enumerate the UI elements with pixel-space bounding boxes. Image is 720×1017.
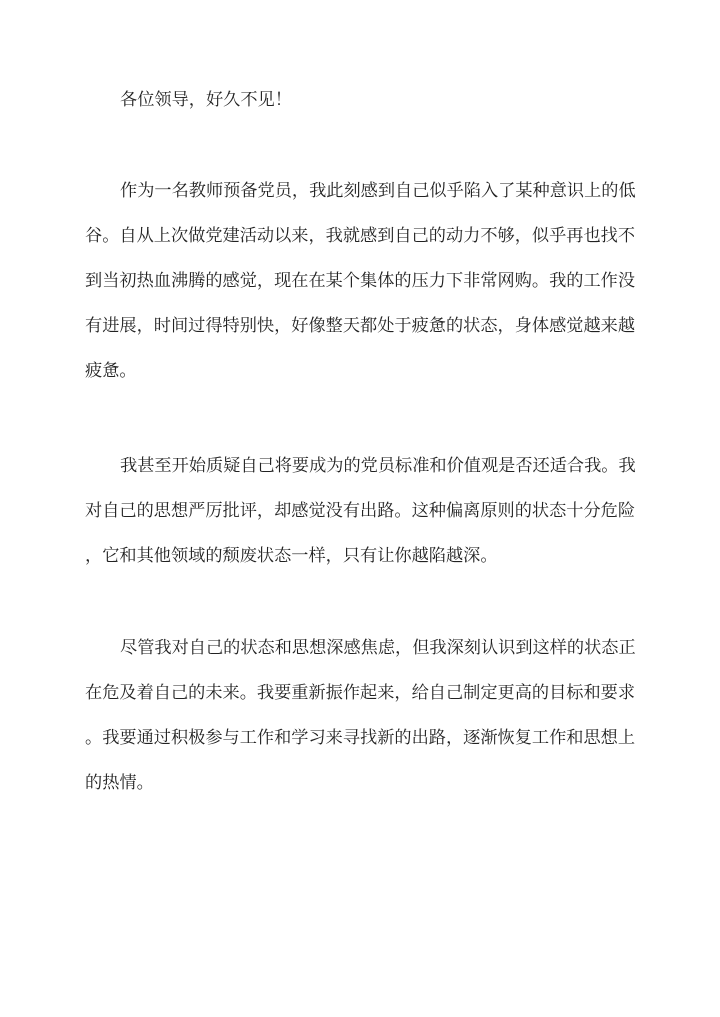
paragraph-3-line-2: 在危及着自己的未来。我要重新振作起来，给自己制定更高的目标和要求: [85, 683, 636, 703]
paragraph-1-line-1: 作为一名教师预备党员，我此刻感到自己似乎陷入了某种意识上的低: [120, 181, 636, 201]
paragraph-1-line-4: 有进展，时间过得特别快，好像整天都处于疲惫的状态，身体感觉越来越: [85, 316, 636, 336]
greeting-line: 各位领导，好久不见！: [120, 90, 292, 110]
paragraph-1-line-5: 疲惫。: [85, 361, 137, 381]
paragraph-2-line-3: ，它和其他领域的颓废状态一样，只有让你越陷越深。: [85, 546, 498, 566]
paragraph-3-line-1: 尽管我对自己的状态和思想深感焦虑，但我深刻认识到这样的状态正: [120, 638, 636, 658]
paragraph-3-line-4: 的热情。: [85, 773, 154, 793]
paragraph-2-line-1: 我甚至开始质疑自己将要成为的党员标准和价值观是否还适合我。我: [120, 456, 636, 476]
paragraph-3-line-3: 。我要通过积极参与工作和学习来寻找新的出路，逐渐恢复工作和思想上: [85, 728, 636, 748]
paragraph-1-line-3: 到当初热血沸腾的感觉，现在在某个集体的压力下非常网购。我的工作没: [85, 271, 636, 291]
paragraph-1-line-2: 谷。自从上次做党建活动以来，我就感到自己的动力不够，似乎再也找不: [85, 226, 636, 246]
paragraph-2-line-2: 对自己的思想严厉批评，却感觉没有出路。这种偏离原则的状态十分危险: [85, 501, 636, 521]
